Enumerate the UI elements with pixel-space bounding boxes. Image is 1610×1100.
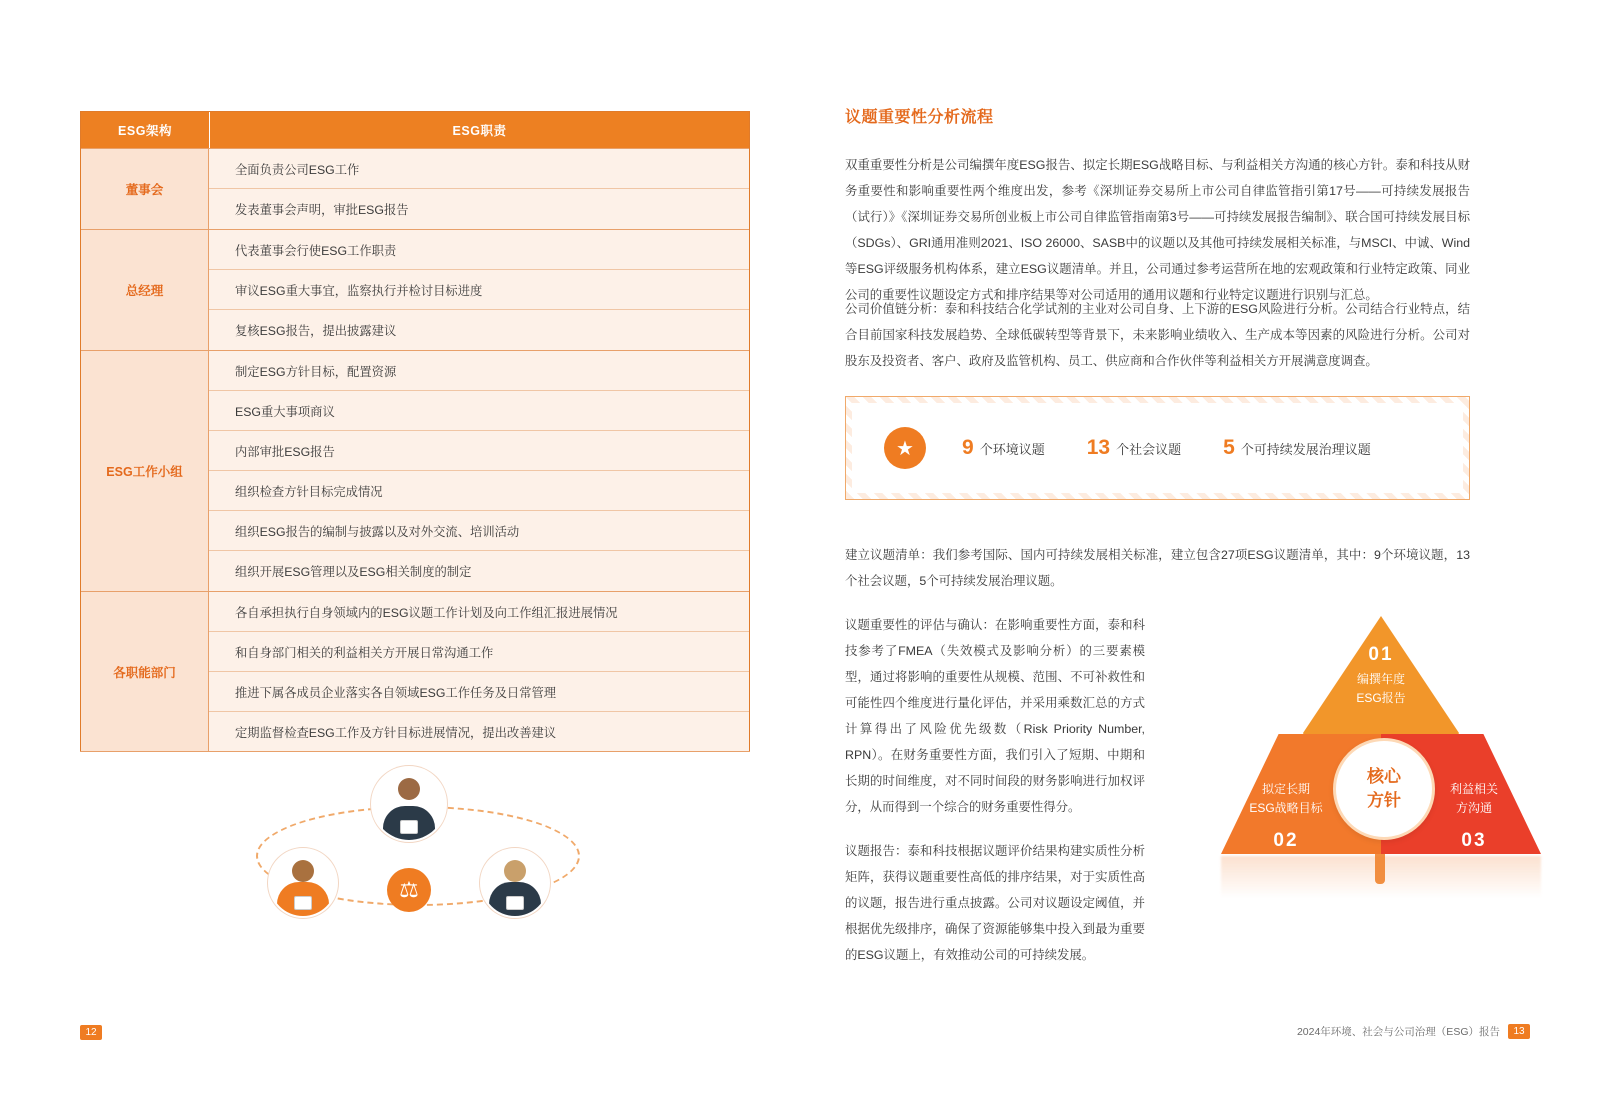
stat-environment xyxy=(962,436,1045,460)
duty-item: 代表董事会行使ESG工作职责 xyxy=(209,230,749,270)
duty-item: 审议ESG重大事宜，监察执行并检讨目标进度 xyxy=(209,270,749,310)
avatar xyxy=(371,766,447,842)
avatar xyxy=(268,848,338,918)
diagram-center-label xyxy=(1333,738,1435,840)
role-cell: ESG工作小组 xyxy=(81,351,209,591)
node-label-03-line2: 方沟通 xyxy=(1455,801,1492,815)
stat-governance xyxy=(1223,436,1371,460)
table-header-duties: ESG职责 xyxy=(452,124,507,138)
node-label-02 xyxy=(1227,780,1345,818)
stat-number: 9 xyxy=(962,436,974,459)
node-number-02: 02 xyxy=(1273,830,1299,851)
table-row xyxy=(81,591,749,752)
duty-item: 推进下属各成员企业落实各自领域ESG工作任务及日常管理 xyxy=(209,672,749,712)
duty-item: 制定ESG方针目标，配置资源 xyxy=(209,351,749,391)
paragraph-value-chain: 公司价值链分析：泰和科技结合化学试剂的主业对公司自身、上下游的ESG风险进行分析。公司结合行业特点，结合目前国家科技发展趋势、全球低碳转型等背景下，未来影响业绩收入、生产成本等因素的风险进行分析。公司对股东及投资者、客户、政府及监管机构、员工、供应商和合作伙伴等利益相关方开展满意度调查。 xyxy=(845,302,1470,368)
table-row xyxy=(81,229,749,350)
table-header-structure: ESG架构 xyxy=(81,112,210,148)
stat-number: 5 xyxy=(1223,436,1235,459)
page-number-left: 12 xyxy=(80,1025,102,1040)
duties-cell xyxy=(209,230,749,350)
table-row xyxy=(81,148,749,229)
stat-social xyxy=(1087,436,1181,460)
duty-item: 内部审批ESG报告 xyxy=(209,431,749,471)
paragraph-reporting: 议题报告：泰和科技根据议题评价结果构建实质性分析矩阵，获得议题重要性高低的排序结果，对于实质性高的议题，报告进行重点披露。公司对议题设定阈值，并根据优先级排序，确保了资源能够集中投入到最为重要的ESG议题上，有效推动公司的可持续发展。 xyxy=(845,844,1145,962)
duties-cell xyxy=(209,351,749,591)
scale-icon: ⚖ xyxy=(387,868,431,912)
node-label-02-line1: 拟定长期 xyxy=(1261,782,1310,796)
node-label-02-line2: ESG战略目标 xyxy=(1249,801,1323,815)
paragraph-double-materiality: 双重重要性分析是公司编撰年度ESG报告、拟定长期ESG战略目标、与利益相关方沟通的核心方针。泰和科技从财务重要性和影响重要性两个维度出发，参考《深圳证券交易所上市公司自律监管指引第17号——可持续发展报告（试行）》《深圳证券交易所创业板上市公司自律监管指南第3号——可持续发展报告编制》、联合国可持续发展目标（SDGs）、GRI通用准则2021、ISO 26000、SASB中的议题以及其他可持续发展相关标准，与MSCI、中诚、Wind等ESG评级服务机构体系，建立ESG议题清单。并且，公司通过参考运营所在地的宏观政策和行业特定政策、同业公司的重要性议题设定方式和排序结果等对公司适用的通用议题和行业特定议题进行识别与汇总。 xyxy=(845,158,1470,302)
node-number-01: 01 xyxy=(1368,644,1394,665)
node-label-01-line2: ESG报告 xyxy=(1356,691,1406,705)
role-cell: 总经理 xyxy=(81,230,209,350)
node-number-03: 03 xyxy=(1461,830,1487,851)
duty-item: 复核ESG报告，提出披露建议 xyxy=(209,310,749,350)
footer-right xyxy=(1297,1024,1530,1039)
esg-responsibility-table xyxy=(80,111,750,753)
paragraph-issue-list: 建立议题清单：我们参考国际、国内可持续发展相关标准，建立包含27项ESG议题清单，其中：9个环境议题，13个社会议题，5个可持续发展治理议题。 xyxy=(845,548,1470,588)
stat-number: 13 xyxy=(1086,436,1111,459)
right-page xyxy=(805,0,1610,1100)
duty-item: 发表董事会声明，审批ESG报告 xyxy=(209,189,749,229)
duties-cell xyxy=(209,149,749,229)
table-header-row xyxy=(81,112,749,148)
table-row xyxy=(81,350,749,591)
paragraph-assessment: 议题重要性的评估与确认：在影响重要性方面，泰和科技参考了FMEA（失效模式及影响分析）的三要素模型，通过将影响的重要性从规模、范围、不可补救性和可能性四个维度进行量化评估，并采用乘数汇总的方式计算得出了风险优先级数（Risk Priority Number, RPN）。在财务重要性方面，我们引入了短期、中期和长期的时间维度，对不同时间段的财务影响进行加权评分，从而得到一个综合的财务重要性得分。 xyxy=(845,618,1145,814)
duty-item: 定期监督检查ESG工作及方针目标进展情况，提出改善建议 xyxy=(209,712,749,752)
role-cell: 董事会 xyxy=(81,149,209,229)
core-policy-triangle-diagram xyxy=(1185,608,1575,938)
teamwork-illustration xyxy=(80,751,750,947)
node-label-01-line1: 编撰年度 xyxy=(1356,672,1405,686)
duty-item: 组织ESG报告的编制与披露以及对外交流、培训活动 xyxy=(209,511,749,551)
node-label-01 xyxy=(1331,670,1431,708)
duty-item: 各自承担执行自身领域内的ESG议题工作计划及向工作组汇报进展情况 xyxy=(209,592,749,632)
duty-item: 组织开展ESG管理以及ESG相关制度的制定 xyxy=(209,551,749,591)
role-cell: 各职能部门 xyxy=(81,592,209,752)
node-label-03-line1: 利益相关 xyxy=(1449,782,1498,796)
document-star-icon: ★ xyxy=(884,427,926,469)
left-column-text xyxy=(845,612,1145,986)
center-line2: 方针 xyxy=(1367,791,1401,810)
duties-cell xyxy=(209,592,749,752)
stat-label: 个环境议题 xyxy=(979,442,1045,457)
footer-report-title: 2024年环境、社会与公司治理（ESG）报告 xyxy=(1296,1026,1500,1038)
issue-statistics-box xyxy=(845,396,1470,500)
duty-item: ESG重大事项商议 xyxy=(209,391,749,431)
duty-item: 和自身部门相关的利益相关方开展日常沟通工作 xyxy=(209,632,749,672)
page-title: 议题重要性分析流程 xyxy=(845,109,994,126)
page-number-right: 13 xyxy=(1508,1024,1530,1039)
avatar xyxy=(480,848,550,918)
duty-item: 组织检查方针目标完成情况 xyxy=(209,471,749,511)
duty-item: 全面负责公司ESG工作 xyxy=(209,149,749,189)
stat-label: 个可持续发展治理议题 xyxy=(1240,442,1371,457)
center-line1: 核心 xyxy=(1367,767,1401,786)
stat-label: 个社会议题 xyxy=(1116,442,1182,457)
